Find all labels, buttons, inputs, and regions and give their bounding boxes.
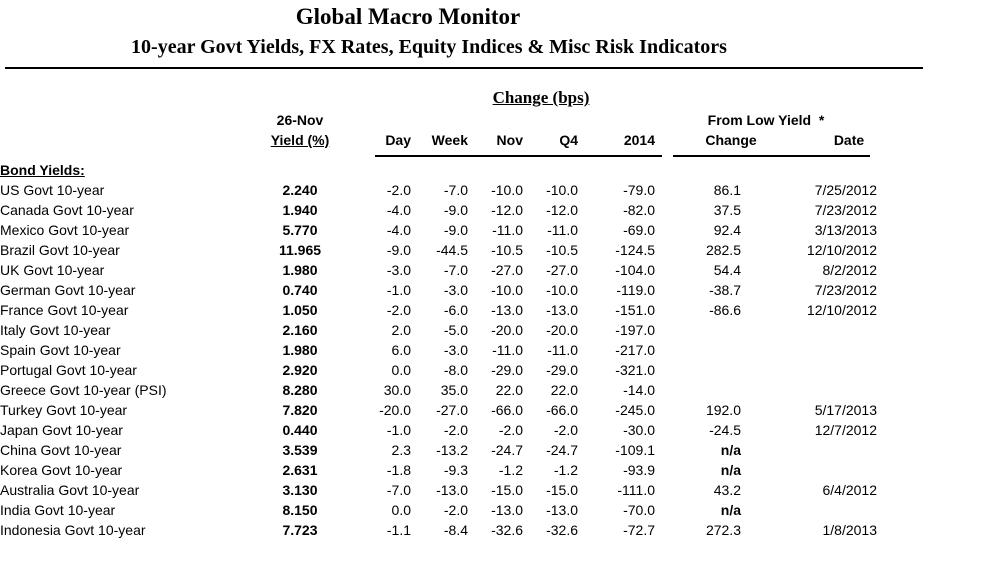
cell-change: -38.7 bbox=[709, 282, 741, 298]
bond-yield-row bbox=[0, 440, 877, 460]
section-row bbox=[0, 160, 877, 180]
cell-change: 92.4 bbox=[713, 222, 741, 238]
cell-week: -8.0 bbox=[443, 362, 468, 378]
cell-yield: 1.980 bbox=[282, 262, 318, 278]
cell-week: -3.0 bbox=[443, 282, 468, 298]
cell-q4: -20.0 bbox=[546, 322, 578, 338]
bond-yield-row bbox=[0, 200, 877, 220]
cell-date bbox=[741, 460, 877, 480]
bond-yield-row bbox=[0, 500, 877, 520]
cell-yield: 2.920 bbox=[282, 362, 318, 378]
cell-change: 192.0 bbox=[705, 402, 741, 418]
cell-nov: -24.7 bbox=[491, 442, 523, 458]
cell-nov: -12.0 bbox=[491, 202, 523, 218]
cell-date bbox=[741, 440, 877, 460]
cell-day: -3.0 bbox=[386, 262, 411, 278]
cell-y2014: -197.0 bbox=[615, 322, 655, 338]
cell-day: -7.0 bbox=[386, 482, 411, 498]
cell-date: 7/23/2012 bbox=[814, 202, 877, 218]
cell-q4: -13.0 bbox=[546, 302, 578, 318]
bond-yield-row bbox=[0, 380, 877, 400]
cell-y2014: -79.0 bbox=[623, 182, 655, 198]
bond-yield-row bbox=[0, 400, 877, 420]
cell-y2014: -69.0 bbox=[623, 222, 655, 238]
cell-week: -9.0 bbox=[443, 222, 468, 238]
bond-yield-row bbox=[0, 240, 877, 260]
cell-day: -9.0 bbox=[386, 242, 411, 258]
bond-yield-row bbox=[0, 340, 877, 360]
cell-yield: 7.820 bbox=[282, 402, 318, 418]
cell-nov: -11.0 bbox=[492, 342, 523, 358]
cell-week: -5.0 bbox=[443, 322, 468, 338]
cell-name: Korea Govt 10-year bbox=[0, 462, 123, 478]
cell-name: Spain Govt 10-year bbox=[0, 342, 121, 358]
cell-q4: -2.0 bbox=[553, 422, 578, 438]
cell-date: 7/25/2012 bbox=[814, 182, 877, 198]
cell-yield: 0.440 bbox=[282, 422, 318, 438]
cell-day: -1.0 bbox=[386, 282, 411, 298]
cell-yield: 8.150 bbox=[282, 502, 318, 518]
cell-name: Canada Govt 10-year bbox=[0, 202, 134, 218]
cell-week: -13.2 bbox=[436, 442, 468, 458]
cell-empty bbox=[265, 160, 877, 180]
cell-name: India Govt 10-year bbox=[0, 502, 116, 518]
bond-yield-row bbox=[0, 320, 877, 340]
cell-date: 8/2/2012 bbox=[822, 262, 877, 278]
cell-date: 1/8/2013 bbox=[822, 522, 877, 538]
cell-yield: 8.280 bbox=[282, 382, 318, 398]
column-header-2014: 2014 bbox=[623, 132, 655, 148]
cell-day: 0.0 bbox=[391, 502, 411, 518]
cell-date bbox=[741, 380, 877, 400]
cell-nov: -10.5 bbox=[491, 242, 523, 258]
cell-week: -7.0 bbox=[443, 262, 468, 278]
cell-q4: -11.0 bbox=[547, 342, 578, 358]
cell-y2014: -245.0 bbox=[615, 402, 655, 418]
cell-q4: -66.0 bbox=[546, 402, 578, 418]
cell-y2014: -151.0 bbox=[615, 302, 655, 318]
cell-day: -2.0 bbox=[386, 182, 411, 198]
cell-day: -4.0 bbox=[386, 202, 411, 218]
cell-nov: -20.0 bbox=[491, 322, 523, 338]
cell-name: Japan Govt 10-year bbox=[0, 422, 123, 438]
cell-y2014: -14.0 bbox=[623, 382, 655, 398]
cell-y2014: -30.0 bbox=[623, 422, 655, 438]
cell-date: 7/23/2012 bbox=[814, 282, 877, 298]
cell-yield: 3.539 bbox=[282, 442, 318, 458]
cell-y2014: -111.0 bbox=[617, 482, 655, 498]
bond-yield-row bbox=[0, 180, 877, 200]
bond-yield-row bbox=[0, 280, 877, 300]
column-header-day: Day bbox=[385, 132, 411, 148]
cell-yield: 1.940 bbox=[282, 202, 318, 218]
cell-y2014: -93.9 bbox=[623, 462, 655, 478]
cell-day: 2.3 bbox=[391, 442, 411, 458]
cell-yield: 7.723 bbox=[282, 522, 318, 538]
cell-change: -86.6 bbox=[709, 302, 741, 318]
cell-nov: -10.0 bbox=[491, 182, 523, 198]
cell-date bbox=[741, 500, 877, 520]
title-divider bbox=[5, 67, 923, 69]
cell-change: 37.5 bbox=[713, 202, 741, 218]
cell-q4: 22.0 bbox=[550, 382, 578, 398]
cell-q4: -12.0 bbox=[546, 202, 578, 218]
cell-q4: -1.2 bbox=[553, 462, 578, 478]
cell-week: -27.0 bbox=[436, 402, 468, 418]
cell-q4: -15.0 bbox=[546, 482, 578, 498]
cell-date: 6/4/2012 bbox=[822, 482, 877, 498]
cell-week: -9.0 bbox=[443, 202, 468, 218]
cell-nov: -11.0 bbox=[492, 222, 523, 238]
column-header-nov: Nov bbox=[496, 132, 523, 148]
cell-name: France Govt 10-year bbox=[0, 302, 129, 318]
change-bps-group-header: Change (bps) bbox=[492, 88, 590, 107]
cell-week: -9.3 bbox=[443, 462, 468, 478]
cell-day: -1.8 bbox=[386, 462, 411, 478]
cell-date: 12/10/2012 bbox=[806, 302, 877, 318]
page-subtitle: 10-year Govt Yields, FX Rates, Equity Indices & Misc Risk Indicators bbox=[131, 36, 727, 58]
cell-change: -24.5 bbox=[709, 422, 741, 438]
bond-yield-row bbox=[0, 480, 877, 500]
cell-name: Italy Govt 10-year bbox=[0, 322, 111, 338]
cell-yield: 1.050 bbox=[282, 302, 318, 318]
cell-yield: 3.130 bbox=[282, 482, 318, 498]
cell-day: 2.0 bbox=[391, 322, 411, 338]
cell-change: 272.3 bbox=[705, 522, 741, 538]
cell-nov: -66.0 bbox=[491, 402, 523, 418]
yield-unit-header: Yield (%) bbox=[270, 132, 330, 148]
cell-nov: -10.0 bbox=[491, 282, 523, 298]
cell-change bbox=[655, 320, 741, 340]
cell-q4: -10.5 bbox=[546, 242, 578, 258]
cell-change bbox=[655, 340, 741, 360]
cell-q4: -10.0 bbox=[546, 182, 578, 198]
bond-yields-table bbox=[0, 160, 877, 540]
cell-week: -2.0 bbox=[443, 422, 468, 438]
cell-change: 86.1 bbox=[713, 182, 741, 198]
from-low-columns-underline bbox=[673, 155, 870, 157]
cell-y2014: -217.0 bbox=[615, 342, 655, 358]
cell-date bbox=[741, 320, 877, 340]
cell-q4: -24.7 bbox=[546, 442, 578, 458]
cell-date: 5/17/2013 bbox=[814, 402, 877, 418]
from-low-yield-group-header bbox=[655, 110, 877, 130]
cell-nov: -15.0 bbox=[491, 482, 523, 498]
cell-y2014: -82.0 bbox=[623, 202, 655, 218]
cell-name: China Govt 10-year bbox=[0, 442, 122, 458]
cell-change: n/a bbox=[720, 502, 741, 518]
cell-nov: -13.0 bbox=[491, 302, 523, 318]
bond-yield-row bbox=[0, 360, 877, 380]
cell-y2014: -70.0 bbox=[623, 502, 655, 518]
cell-day: -1.0 bbox=[386, 422, 411, 438]
cell-day: -1.1 bbox=[386, 522, 411, 538]
column-header-date: Date bbox=[833, 132, 865, 148]
cell-week: -2.0 bbox=[443, 502, 468, 518]
cell-name: Greece Govt 10-year (PSI) bbox=[0, 382, 167, 398]
cell-nov: 22.0 bbox=[495, 382, 523, 398]
cell-week: -6.0 bbox=[443, 302, 468, 318]
cell-change: 282.5 bbox=[705, 242, 741, 258]
bond-yields-tbody bbox=[0, 160, 877, 540]
cell-day: -2.0 bbox=[386, 302, 411, 318]
cell-yield: 1.980 bbox=[282, 342, 318, 358]
cell-q4: -10.0 bbox=[546, 282, 578, 298]
change-columns-underline bbox=[375, 155, 662, 157]
cell-date bbox=[741, 360, 877, 380]
yield-date-header: 26-Nov bbox=[276, 112, 324, 128]
cell-change bbox=[655, 360, 741, 380]
cell-nov: -13.0 bbox=[491, 502, 523, 518]
cell-y2014: -72.7 bbox=[623, 522, 655, 538]
cell-date: 12/10/2012 bbox=[806, 242, 877, 258]
cell-name: Portugal Govt 10-year bbox=[0, 362, 137, 378]
cell-y2014: -109.1 bbox=[615, 442, 655, 458]
cell-day: -20.0 bbox=[379, 402, 411, 418]
cell-date bbox=[741, 340, 877, 360]
cell-day: 6.0 bbox=[391, 342, 411, 358]
cell-change: n/a bbox=[720, 462, 741, 478]
cell-nov: -27.0 bbox=[491, 262, 523, 278]
cell-q4: -11.0 bbox=[547, 222, 578, 238]
cell-y2014: -104.0 bbox=[615, 262, 655, 278]
cell-name: German Govt 10-year bbox=[0, 282, 136, 298]
column-header-change: Change bbox=[705, 132, 757, 148]
cell-week: -8.4 bbox=[443, 522, 468, 538]
cell-yield: 2.631 bbox=[282, 462, 318, 478]
bond-yield-row bbox=[0, 300, 877, 320]
cell-name: UK Govt 10-year bbox=[0, 262, 105, 278]
cell-yield: 2.160 bbox=[282, 322, 318, 338]
cell-y2014: -321.0 bbox=[615, 362, 655, 378]
cell-week: 35.0 bbox=[440, 382, 468, 398]
cell-name: Australia Govt 10-year bbox=[0, 482, 140, 498]
cell-nov: -32.6 bbox=[491, 522, 523, 538]
bond-yield-row bbox=[0, 520, 877, 540]
cell-change: 54.4 bbox=[713, 262, 741, 278]
cell-week: -3.0 bbox=[443, 342, 468, 358]
cell-nov: -29.0 bbox=[491, 362, 523, 378]
column-header-week: Week bbox=[431, 132, 468, 148]
cell-y2014: -119.0 bbox=[616, 282, 655, 298]
bond-yield-row bbox=[0, 460, 877, 480]
cell-date: 12/7/2012 bbox=[814, 422, 877, 438]
cell-week: -7.0 bbox=[443, 182, 468, 198]
cell-date: 3/13/2013 bbox=[814, 222, 877, 238]
footnote-asterisk: * bbox=[818, 112, 825, 128]
cell-nov: -1.2 bbox=[498, 462, 523, 478]
cell-y2014: -124.5 bbox=[615, 242, 655, 258]
bond-yield-row bbox=[0, 220, 877, 240]
cell-name: Mexico Govt 10-year bbox=[0, 222, 130, 238]
cell-name: Indonesia Govt 10-year bbox=[0, 522, 146, 538]
cell-day: -4.0 bbox=[386, 222, 411, 238]
cell-q4: -27.0 bbox=[546, 262, 578, 278]
cell-day: 0.0 bbox=[391, 362, 411, 378]
bond-yield-row bbox=[0, 420, 877, 440]
cell-nov: -2.0 bbox=[498, 422, 523, 438]
cell-yield: 2.240 bbox=[282, 182, 318, 198]
page-title: Global Macro Monitor bbox=[295, 4, 521, 29]
column-header-q4: Q4 bbox=[559, 132, 578, 148]
cell-yield: 11.965 bbox=[278, 242, 322, 258]
section-label: Bond Yields: bbox=[0, 162, 85, 178]
cell-q4: -32.6 bbox=[546, 522, 578, 538]
cell-name: US Govt 10-year bbox=[0, 182, 105, 198]
from-low-yield-label: From Low Yield bbox=[707, 112, 812, 128]
cell-change bbox=[655, 380, 741, 400]
cell-yield: 0.740 bbox=[282, 282, 318, 298]
cell-change: n/a bbox=[720, 442, 741, 458]
cell-name: Turkey Govt 10-year bbox=[0, 402, 128, 418]
cell-change: 43.2 bbox=[713, 482, 741, 498]
cell-name: Brazil Govt 10-year bbox=[0, 242, 120, 258]
cell-week: -13.0 bbox=[436, 482, 468, 498]
bond-yield-row bbox=[0, 260, 877, 280]
cell-section bbox=[0, 160, 265, 180]
cell-week: -44.5 bbox=[436, 242, 468, 258]
cell-yield: 5.770 bbox=[282, 222, 318, 238]
cell-day: 30.0 bbox=[383, 382, 411, 398]
cell-q4: -29.0 bbox=[546, 362, 578, 378]
cell-q4: -13.0 bbox=[546, 502, 578, 518]
